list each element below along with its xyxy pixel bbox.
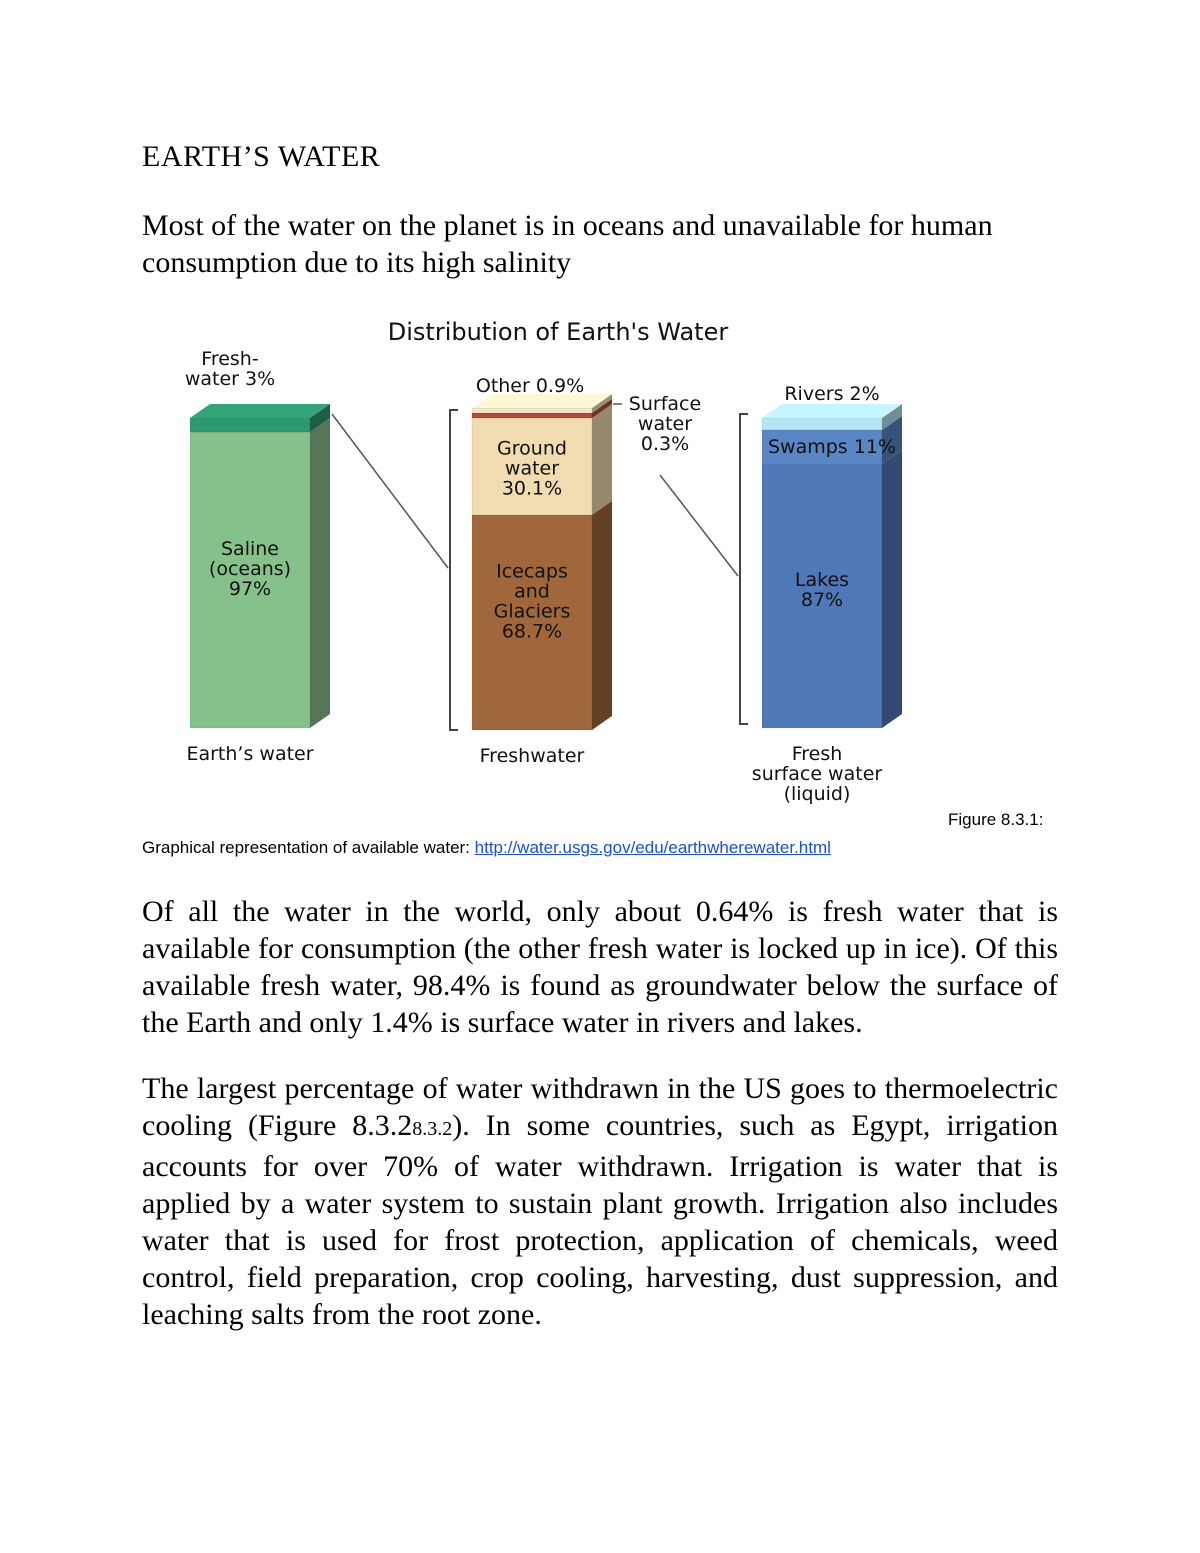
bar-1-segment-2	[190, 418, 310, 432]
figure-caption-label: Figure 8.3.1:	[948, 810, 1044, 829]
figure-caption	[142, 838, 831, 858]
freshwater-bracket	[450, 410, 458, 730]
paragraph-2-text-b: ). In some countries, such as Egypt, irrigation accounts for over 70% of water withdrawn. Irrigation is water that is applied by a water system to sustain plant growth. Irrigation also includes water that is used for frost protection, application of chemicals, weed control, field preparation, crop cooling, harvesting, dust suppression, and leaching salts from the root zone.	[142, 1109, 1058, 1331]
bar-2-segment-4-label: Other 0.9%	[475, 375, 585, 397]
figure-reference: 8.3.2	[412, 1118, 453, 1140]
figure-caption-text: Graphical representation of available water:	[142, 838, 475, 857]
body-paragraph-1: Of all the water in the world, only about 0.64% is fresh water that is available for consumption (the other fresh water is locked up in ice). Of this available fresh water, 98.4% is found as groundwater below the surface of the Earth and only 1.4% is surface water in rivers and lakes.	[142, 895, 1058, 1039]
bar-3-segment-2-label: Swamps 11%	[768, 436, 896, 459]
bar-1-segment-2-label: Fresh-water 3%	[184, 348, 276, 390]
bar-3-segment-3	[762, 418, 882, 430]
bar-3-segment-1-label: Lakes 87%	[794, 569, 850, 611]
bar-3-segment-1-side	[882, 450, 902, 728]
bar-2-segment-1-label: Icecaps and Glaciers 68.7%	[493, 560, 571, 643]
source-link[interactable]: http://water.usgs.gov/edu/earthwherewater.html	[474, 838, 831, 857]
bar-2-segment-2-label: Ground water 30.1%	[497, 437, 567, 500]
page-title: EARTH’S WATER	[142, 140, 381, 173]
connector-line-surface-water	[660, 475, 738, 576]
water-distribution-figure	[150, 310, 950, 820]
body-paragraph-2	[142, 1070, 1058, 1333]
bar-1-label: Earth’s water	[186, 743, 314, 765]
bar-2-segment-3	[472, 413, 592, 418]
bar-3-top	[762, 404, 902, 418]
bar-2-segment-1-side	[592, 501, 612, 730]
water-distribution-chart	[150, 310, 950, 820]
paragraph-2-text-a: The largest percentage of water withdrawn in the US goes to thermoelectric cooling (Figure 8.3.2	[142, 1072, 1058, 1142]
bar-2-label: Freshwater	[479, 745, 585, 767]
bar-1-segment-1-label: Saline (oceans) 97%	[208, 538, 292, 600]
surface-water-bracket	[740, 414, 748, 724]
bar-3-segment-3-label: Rivers 2%	[784, 383, 880, 405]
bar-1-segment-1-side	[310, 418, 330, 728]
bar-2-segment-3-label: Surface water 0.3%	[628, 393, 702, 455]
intro-paragraph: Most of the water on the planet is in oceans and unavailable for human consumption due to its high salinity	[142, 209, 993, 279]
connector-line-freshwater	[332, 414, 448, 568]
bar-1-top	[190, 404, 330, 418]
bar-3-label: Fresh surface water (liquid)	[751, 743, 883, 805]
bar-2-segment-4	[472, 408, 592, 413]
chart-title: Distribution of Earth's Water	[387, 318, 729, 346]
bar-2-segment-2-side	[592, 404, 612, 515]
